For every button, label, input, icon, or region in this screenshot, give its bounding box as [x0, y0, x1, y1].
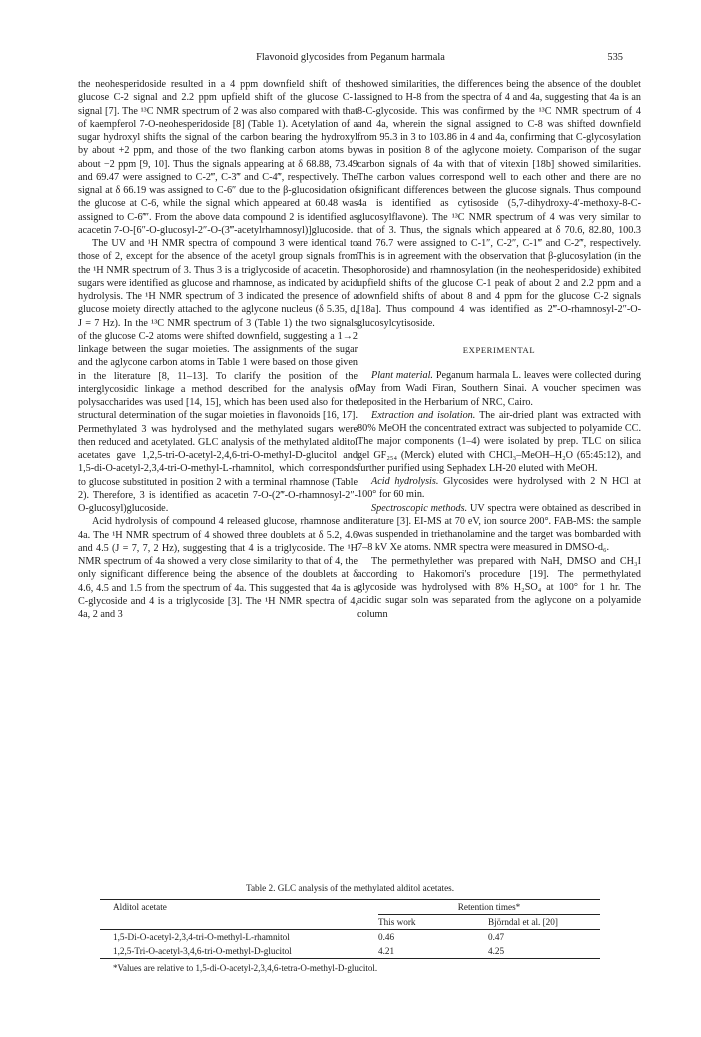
- column-header-this-work: This work: [378, 915, 488, 930]
- column-header-retention: Retention times*: [457, 902, 521, 912]
- paragraph-text: Peganum harmala L. leaves were collected during May from Wadi Firan, Southern Sinai. A voucher specimen was deposited in the Herbarium of NRC, Cairo.: [357, 370, 641, 408]
- right-column: [357, 78, 641, 621]
- paragraph-plant-material: [357, 369, 641, 409]
- left-column: [78, 78, 358, 621]
- run-in-heading: Extraction and isolation.: [371, 409, 476, 421]
- paragraph-text: The air-dried plant was extracted with 80% MeOH the concentrated extract was subjected to polyamide CC. The major components (1–4) were isolated by prep. TLC on silica gel GF₂₅₄ (Merck) eluted with CHCl₃–MeOH–H₂O (65:45:12), and further purified using Sephadex LH-20 eluted with MeOH.: [357, 409, 641, 474]
- paragraph: showed similarities, the differences being the absence of the doublet assigned to H-8 from the spectra of 4 and 4a, suggesting that 4a is an 8-C-glycoside. This was confirmed by the ¹³C NMR spectrum of 4 and 4a, wherein the signal assigned to C-8 was shifted downfield from 95.3 in 3 to 103.86 in 4 and 4a, confirming that C-glycosylation was in position 8 of the aglycone moiety. Comparison of the sugar carbon signals of 4a with that of vitexin [18b] showed similarities. The carbon values correspond well to each other and there are no significant differences between the glucose signals. Thus compound 4a is identified as cytisoside (5,7-dihydroxy-4′-methoxy-8-C-glucosylflavone). The ¹³C NMR spectrum of 4 was very similar to that of 3. Thus, the signals which appeared at δ 70.6, 82.80, 100.3 and 76.7 were assigned to C-1″, C-2″, C-1‴ and C-2‴, respectively. This is in agreement with the observation that β-glucosylation (in the sophoroside) and rhamnosylation (in the neohesperidoside) exhibited upfield shifts of the glucose C-1 peak of about 2 and 2.2 ppm and a downfield shifts of about 8 and 4 ppm for the glucose C-2 signals [18a]. Thus compound 4 was identified as 2‴-O-rhamnosyl-2″-O-glucosylcytisoside.: [357, 79, 641, 329]
- table-cell: 4.25: [488, 946, 505, 956]
- glc-table: [100, 899, 600, 959]
- table-2: [100, 883, 600, 973]
- paragraph-extraction: [357, 409, 641, 475]
- paragraph: The permethylether was prepared with NaH, DMSO and CH₃I according to Hakomori's procedure [19]. The permethylated glycoside was hydrolysed with 8% H₂SO₄ at 100° for 1 hr. The acidic sugar soln was separated from the aglycone on a polyamide column: [357, 555, 641, 620]
- section-heading: EXPERIMENTAL: [462, 344, 536, 355]
- page-header: [0, 52, 701, 66]
- column-header-alditol: Alditol acetate: [113, 902, 167, 912]
- paragraph: the neohesperidoside resulted in a 4 ppm downfield shift of the glucose C-2 signal and 2.2 ppm upfield shift of the glucose C-1 signal [7]. The ¹³C NMR spectrum of 2 was also compared with that of kaempferol 7-O-neohesperidoside [8] (Table 1). Acetylation of a sugar hydroxyl shifts the signal of the carbon bearing the hydroxyl by about +2 ppm, and those of the two flanking carbon atoms by about −2 ppm [9, 10]. Thus the signals appearing at δ 68.88, 73.49 and 69.47 were assigned to C-2‴, C-3‴ and C-4‴, respectively. The signal at δ 66.19 was assigned to C-6″ due to the β-glucosidation of the glucose at C-6, while the signal which appeared at 60.48 was assigned to C-6‴′. From the above data compound 2 is identified as acacetin 7-O-[6″-O-glucosyl-2″-O-(3‴-acetylrhamnosyl)]glucoside.: [78, 79, 358, 236]
- run-in-heading: Plant material.: [371, 370, 433, 381]
- run-in-heading: Acid hydrolysis.: [371, 476, 439, 487]
- paragraph: The UV and ¹H NMR spectra of compound 3 were identical to those of 2, except for the absence of the acetyl group signals from the ¹H NMR spectrum of 3. Thus 3 is a triglycoside of acacetin. The sugars were identified as glucose and rhamnose, as indicated by acid hydrolysis. The ¹H NMR spectrum of 3 indicated the presence of a glucose moiety directly attached to the aglycone nucleus (δ 5.35, d, J = 7 Hz). In the ¹³C NMR spectrum of 3 (Table 1) the two signals of the glucose C-2 atoms were shifted downfield, suggesting a 1→2 linkage between the sugar moieties. The assignments of the sugar and the aglycone carbon atoms in Table 1 were based on those given in the literature [8, 11–13]. To clarify the position of the interglycosidic linkage a method described for the analysis of polysaccharides was used [14, 15], which has been used also for the structural determination of the sugar moieties in flavonoids [16, 17]. Permethylated 3 was hydrolysed and the methylated sugars were then reduced and acetylated. GLC analysis of the methylated alditol acetates gave 1,2,5-tri-O-acetyl-2,4,6-tri-O-methyl-D-glucitol and 1,5-di-O-acetyl-2,3,4-tri-O-methyl-L-rhamnitol, which corresponds to glucose substituted in position 2 with a terminal rhamnose (Table 2). Therefore, 3 is identified as acacetin 7-O-(2‴-O-rhamnosyl-2″-O-glucosyl)glucoside.: [78, 238, 358, 514]
- column-header-bjorndal: Björndal et al. [20]: [488, 915, 600, 930]
- table-row: [100, 944, 600, 959]
- table-footnote: *Values are relative to 1,5-di-O-acetyl-2,3,4,6-tetra-O-methyl-D-glucitol.: [113, 963, 378, 973]
- table-cell: 1,2,5-Tri-O-acetyl-3,4,6-tri-O-methyl-D-glucitol: [113, 946, 292, 956]
- table-row: [100, 930, 600, 945]
- table-cell: 4.21: [378, 946, 395, 956]
- table-cell: 0.47: [488, 932, 505, 942]
- paragraph-spectroscopic: [357, 502, 641, 555]
- table-caption: Table 2. GLC analysis of the methylated alditol acetates.: [245, 883, 455, 893]
- running-title: Flavonoid glycosides from Peganum harmala: [256, 52, 445, 63]
- table-cell: 1,5-Di-O-acetyl-2,3,4-tri-O-methyl-L-rhamnitol: [113, 932, 290, 942]
- page-number: 535: [607, 52, 623, 63]
- paragraph-text: Glycosides were hydrolysed with 2 N HCl at 100° for 60 min.: [357, 476, 641, 501]
- paragraph-acid-hydrolysis: [357, 475, 641, 502]
- run-in-heading: Spectroscopic methods.: [371, 502, 468, 514]
- table-cell: 0.46: [378, 932, 395, 942]
- paragraph-text: UV spectra were obtained as described in literature [3]. EI-MS at 70 eV, ion source 200°. FAB-MS: the sample was suspended in triethanolamine and the target was bombarded with 7–8 kV Xe atoms. NMR spectra were measured in DMSO-d₆.: [357, 502, 642, 554]
- paragraph: Acid hydrolysis of compound 4 released glucose, rhamnose and 4a. The ¹H NMR spectrum of 4 showed three doublets at δ 5.2, 4.6 and 4.5 (J = 7, 7, 2 Hz), suggesting that 4 is a triglycoside. The ¹H NMR spectrum of 4a showed a very close similarity to that of 4, the only significant difference being the absence of the doublets at δ 4.6, 4.5 and 1.5 from the spectrum of 4a. This suggested that 4a is a C-glycoside and 4 is a triglycoside [3]. The ¹H NMR spectra of 4, 4a, 2 and 3: [78, 516, 358, 620]
